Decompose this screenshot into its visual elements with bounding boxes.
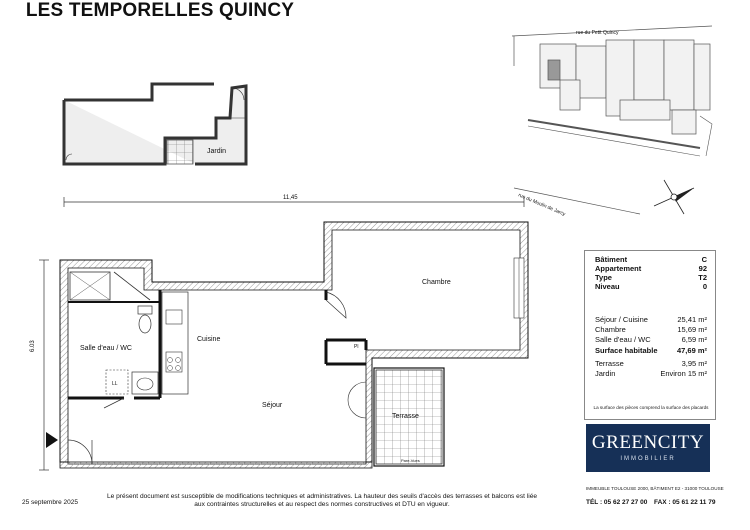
compass-icon xyxy=(654,180,694,214)
info-row-chambre: Chambre 15,69 m² xyxy=(595,325,707,334)
greencity-logo xyxy=(586,424,710,472)
room-label-lave-linge: LL xyxy=(112,381,118,387)
logo-wordmark: GREENCITY xyxy=(591,432,705,453)
dimension-width-label: 11,45 xyxy=(283,195,298,201)
info-row-sejour: Séjour / Cuisine 25,41 m² xyxy=(595,315,707,324)
apartment-info-panel xyxy=(584,250,716,420)
room-label-placard: Pl xyxy=(354,344,359,350)
company-phone: TÉL : 05 62 27 27 00 xyxy=(586,499,648,506)
info-row-batiment: Bâtiment C xyxy=(595,255,707,264)
document-date: 25 septembre 2025 xyxy=(22,499,79,506)
info-row-jardin: Jardin Environ 15 m² xyxy=(595,369,707,378)
street-label-petit-quincy: rue du Petit Quincy xyxy=(576,30,619,36)
logo-subtitle: IMMOBILIER xyxy=(620,456,676,462)
info-row-niveau: Niveau 0 xyxy=(595,282,707,291)
room-label-sejour: Séjour xyxy=(262,402,283,409)
room-label-chambre: Chambre xyxy=(422,279,451,286)
room-label-jardin: Jardin xyxy=(207,148,227,155)
info-row-appartement: Appartement 92 xyxy=(595,264,707,273)
page-title: LES TEMPORELLES QUINCY xyxy=(25,0,295,21)
surface-note: La surface des pièces comprend la surface des placards xyxy=(593,405,709,410)
info-row-terrasse: Terrasse 3,95 m² xyxy=(595,359,707,368)
company-address: IMMEUBLE TOULOUSE 2000, BÂTIMENT E2 - 31000 TOULOUSE xyxy=(586,486,724,491)
site-map xyxy=(512,26,712,214)
info-row-type: Type T2 xyxy=(595,273,707,282)
room-label-salle-eau: Salle d'eau / WC xyxy=(80,345,132,352)
terrace-privacy-screen-label: Pare-Vues xyxy=(401,458,420,463)
room-label-cuisine: Cuisine xyxy=(197,336,221,343)
legal-disclaimer: Le présent document est susceptible de modifications techniques et administratives. La hauteur des seuils d'accès des terrasses et balcons est liée aux contraintes structurelles et au respect des normes constructives et DTU en vigueur. xyxy=(106,493,538,509)
dimension-height-label: 6.03 xyxy=(30,340,36,352)
company-fax: FAX : 05 61 22 11 79 xyxy=(654,499,716,506)
street-label-moulin-de-jarcy: rue du Moulin de Jarcy xyxy=(517,192,567,218)
info-row-habitable: Surface habitable 47,69 m² xyxy=(595,346,707,355)
info-row-sde: Salle d'eau / WC 6,59 m² xyxy=(595,335,707,344)
room-label-terrasse: Terrasse xyxy=(392,413,419,420)
